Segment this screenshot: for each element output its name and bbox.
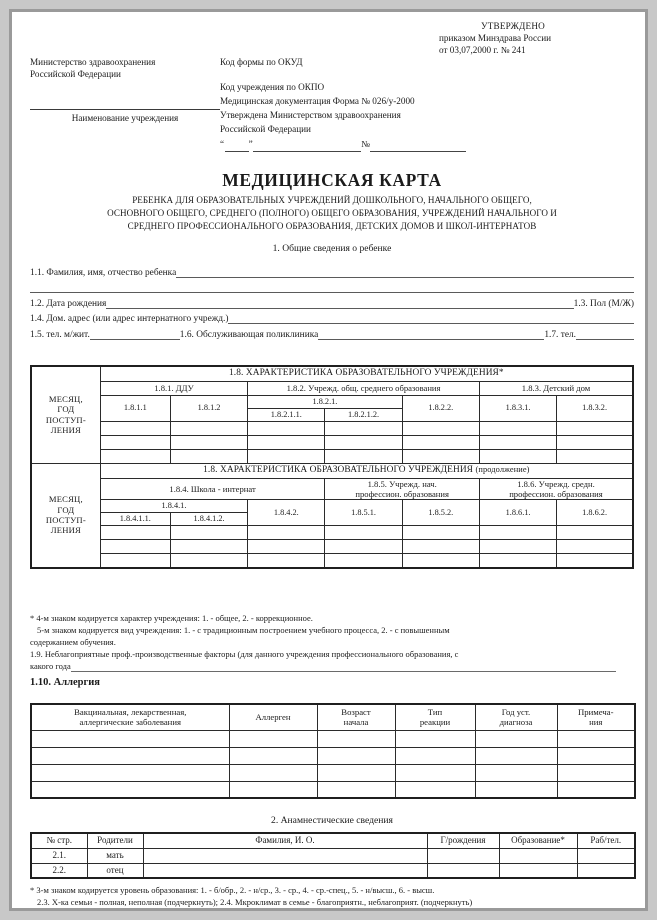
- table-cell[interactable]: [31, 747, 229, 764]
- table-cell[interactable]: [557, 449, 633, 463]
- field-input-from-year[interactable]: [71, 663, 616, 672]
- table-cell[interactable]: [229, 781, 317, 798]
- footnote-5th-sign-cont: содержанием обучения.: [30, 636, 116, 647]
- code-1-8-2-1: 1.8.2.1.: [248, 395, 403, 408]
- field-label-from-year: какого года: [30, 660, 71, 671]
- footnote-education-levels: * 3-м знаком кодируется уровень образования: 1. - б/обр., 2. - н/ср., 3. - ср., 4. - ср.-спец., 5. - н/высш., 6. - высш.: [30, 885, 435, 895]
- code-1-8-6-2: 1.8.6.2.: [557, 500, 633, 526]
- table-cell[interactable]: [317, 730, 395, 747]
- footnotes-block-2: [30, 884, 640, 909]
- day-input-line[interactable]: [225, 143, 249, 152]
- field-label-clinic: 1.6. Обслуживающая поликлиника: [179, 329, 319, 340]
- spacer: [220, 70, 520, 81]
- table-cell[interactable]: [475, 730, 557, 747]
- doc-form-label: Медицинская документация Форма № 026/у-2000: [220, 95, 415, 106]
- field-label-occupational-factors: 1.9. Неблагоприятные проф.-производственные факторы (для данного учреждения профессионального образования, с: [30, 648, 459, 659]
- month-line-2: ГОД: [57, 404, 75, 415]
- subtitle-line-3: СРЕДНЕГО ПРОФЕССИОНАЛЬНОГО ОБРАЗОВАНИЯ, ДЕТСКИХ ДОМОВ И ШКОЛ-ИНТЕРНАТОВ: [127, 221, 537, 232]
- document-page: [9, 9, 648, 911]
- table-cell[interactable]: [557, 526, 633, 540]
- table-cell[interactable]: [248, 435, 325, 449]
- allergy-col-diseases: [31, 704, 229, 730]
- okpo-label: Код учреждения по ОКПО: [220, 81, 325, 92]
- anam-row-1-parent: отец: [87, 863, 143, 878]
- allergy-col-reaction-line-2: реакции: [419, 717, 451, 728]
- table-cell[interactable]: [229, 747, 317, 764]
- field-input-address[interactable]: [228, 313, 634, 324]
- table-cell[interactable]: [317, 747, 395, 764]
- field-input-birthdate[interactable]: [106, 298, 573, 309]
- allergy-col-diseases-line-2: аллергические заболевания: [79, 717, 181, 728]
- edu-title-2-suffix: (продолжение): [475, 464, 530, 474]
- month-line-4: ЛЕНИЯ: [50, 425, 81, 436]
- okud-label: Код формы по ОКУД: [220, 57, 303, 67]
- table-cell[interactable]: [229, 730, 317, 747]
- table-cell[interactable]: [325, 449, 402, 463]
- table-cell[interactable]: [395, 764, 475, 781]
- table-cell[interactable]: [248, 540, 325, 554]
- table-cell[interactable]: [479, 421, 556, 435]
- allergy-col-notes-line-1: Примеча-: [577, 706, 614, 717]
- field-row-birthdate: [30, 293, 634, 309]
- subtitle-line-1: РЕБЕНКА ДЛЯ ОБРАЗОВАТЕЛЬНЫХ УЧРЕЖДЕНИЙ ДОШКОЛЬНОГО, НАЧАЛЬНОГО ОБЩЕГО,: [132, 195, 532, 205]
- allergy-col-diseases-line-1: Вакцинальная, лекарственная,: [74, 706, 187, 717]
- table-cell[interactable]: [248, 554, 325, 568]
- table-header-row: [31, 833, 635, 848]
- table-cell[interactable]: [557, 421, 633, 435]
- approval-title: УТВЕРЖДЕНО: [480, 21, 546, 31]
- field-input-full-name-2[interactable]: [30, 282, 634, 293]
- month-line-4: ЛЕНИЯ: [50, 525, 81, 536]
- code-1-8-4-1: 1.8.4.1.: [100, 500, 247, 513]
- field-row-occupational-year: [30, 661, 634, 673]
- field-label-birthdate: 1.2. Дата рождения: [30, 298, 107, 309]
- anam-col-row-number: № стр.: [31, 833, 87, 848]
- table-row: [31, 781, 635, 798]
- table-cell[interactable]: [557, 540, 633, 554]
- table-cell[interactable]: [402, 526, 479, 540]
- table-header-row: [31, 704, 635, 730]
- number-symbol: №: [361, 138, 370, 149]
- anam-row-1-education[interactable]: [499, 863, 577, 878]
- field-input-full-name[interactable]: [176, 267, 634, 278]
- page-title: МЕДИЦИНСКАЯ КАРТА: [222, 170, 442, 190]
- allergy-col-notes: [557, 704, 635, 730]
- table-cell[interactable]: [402, 540, 479, 554]
- allergy-col-age: [317, 704, 395, 730]
- table-cell[interactable]: [402, 435, 479, 449]
- group-1-8-2: 1.8.2. Учрежд. общ. среднего образования: [248, 381, 480, 395]
- allergy-col-reaction: [395, 704, 475, 730]
- field-label-home-phone: 1.5. тел. м/жит.: [30, 329, 90, 340]
- table-cell[interactable]: [31, 781, 229, 798]
- code-1-8-5-1: 1.8.5.1.: [325, 500, 402, 526]
- table-cell[interactable]: [31, 730, 229, 747]
- table-cell[interactable]: [229, 764, 317, 781]
- table-cell[interactable]: [402, 449, 479, 463]
- anam-row-1-work-phone[interactable]: [577, 863, 635, 878]
- table-cell[interactable]: [557, 781, 635, 798]
- field-row-full-name: [30, 262, 634, 278]
- field-input-clinic-phone[interactable]: [576, 329, 634, 340]
- group-1-8-5-line-1: 1.8.5. Учрежд. нач.: [367, 478, 437, 489]
- allergy-table: [30, 703, 634, 799]
- table-cell[interactable]: [557, 764, 635, 781]
- table-row: [31, 747, 635, 764]
- table-cell[interactable]: [479, 554, 556, 568]
- table-cell[interactable]: [248, 421, 325, 435]
- code-1-8-5-2: 1.8.5.2.: [402, 500, 479, 526]
- table-cell[interactable]: [317, 781, 395, 798]
- table-cell[interactable]: [395, 730, 475, 747]
- table-cell[interactable]: [402, 554, 479, 568]
- organization-name-caption: Наименование учреждения: [30, 109, 220, 124]
- anam-row-0-number: 2.1.: [31, 848, 87, 863]
- section-1-heading: 1. Общие сведения о ребенке: [272, 242, 392, 254]
- allergy-col-age-line-1: Возраст: [341, 706, 371, 717]
- table-row: [31, 848, 635, 863]
- anam-row-0-birthyear[interactable]: [427, 848, 499, 863]
- table-cell[interactable]: [395, 747, 475, 764]
- table-cell[interactable]: [479, 435, 556, 449]
- table-cell[interactable]: [557, 554, 633, 568]
- field-row-phones: [30, 324, 634, 340]
- anam-col-education: Образование*: [499, 833, 577, 848]
- table-cell[interactable]: [325, 421, 402, 435]
- approval-order: приказом Минздрава России: [439, 33, 552, 44]
- code-1-8-6-1: 1.8.6.1.: [479, 500, 556, 526]
- field-label-full-name: 1.1. Фамилия, имя, отчество ребенка: [30, 267, 177, 278]
- code-1-8-2-1-1: 1.8.2.1.1.: [248, 408, 325, 421]
- anam-row-1-fullname[interactable]: [143, 863, 427, 878]
- anamnesis-table: [30, 832, 634, 879]
- footnote-family-characteristics: 2.3. Х-ка семьи - полная, неполная (подчеркнуть); 2.4. Мкроклимат в семье - благоприятн., неблагоприят. (подчеркнуть): [37, 897, 473, 908]
- approval-date: от 03,07,2000 г. № 241: [439, 45, 526, 56]
- field-label-sex: 1.3. Пол (М/Ж): [573, 298, 634, 309]
- field-label-clinic-phone: 1.7. тел.: [544, 329, 576, 340]
- code-1-8-3-1: 1.8.3.1.: [479, 395, 556, 421]
- group-1-8-6-line-2: профессион. образования: [509, 488, 603, 499]
- table-cell[interactable]: [248, 449, 325, 463]
- table-row: [31, 863, 635, 878]
- group-1-8-5: [325, 478, 480, 500]
- table-cell[interactable]: [557, 435, 633, 449]
- group-1-8-4: 1.8.4. Школа - интернат: [100, 478, 325, 500]
- anam-col-work-phone: Раб/тел.: [577, 833, 635, 848]
- allergy-col-diagnosis-year-line-1: Год уст.: [501, 706, 531, 717]
- ministry-block: [30, 56, 220, 124]
- table-row: [31, 764, 635, 781]
- table-cell[interactable]: [479, 526, 556, 540]
- allergy-col-allergen-line-1: Аллерген: [255, 712, 291, 723]
- code-1-8-1-2: 1.8.1.2: [170, 395, 247, 421]
- field-input-home-phone[interactable]: [90, 329, 180, 340]
- footnotes-block-1: [30, 613, 634, 691]
- ministry-line-1: Министерство здравоохранения: [30, 57, 156, 67]
- code-1-8-2-2: 1.8.2.2.: [402, 395, 479, 421]
- table-cell[interactable]: [475, 781, 557, 798]
- group-1-8-5-line-2: профессион. образования: [355, 488, 449, 499]
- code-1-8-4-1-2: 1.8.4.1.2.: [170, 513, 247, 526]
- approval-block: [439, 20, 629, 56]
- anam-row-1-birthyear[interactable]: [427, 863, 499, 878]
- footnote-5th-sign: 5-м знаком кодируется вид учреждения: 1. - с традиционным построением учебного процесса, 2. - с повышенным: [37, 624, 450, 635]
- anam-row-1-number: 2.2.: [31, 863, 87, 878]
- edu-title-2-main: 1.8. ХАРАКТЕРИСТИКА ОБРАЗОВАТЕЛЬНОГО УЧРЕЖДЕНИЯ: [203, 464, 476, 475]
- table-cell[interactable]: [325, 540, 402, 554]
- table-cell[interactable]: [170, 435, 247, 449]
- allergy-col-diagnosis-year-line-2: диагноза: [499, 717, 533, 728]
- month-year-header-2: [31, 463, 100, 568]
- table-cell[interactable]: [100, 540, 170, 554]
- code-1-8-1-1: 1.8.1.1: [100, 395, 170, 421]
- table-cell[interactable]: [170, 449, 247, 463]
- month-input-line[interactable]: [253, 143, 361, 152]
- month-line-3: ПОСТУП-: [45, 414, 86, 425]
- subtitle-line-2: ОСНОВНОГО ОБЩЕГО, СРЕДНЕГО (ПОЛНОГО) ОБЩЕГО ОБРАЗОВАНИЯ, УЧРЕЖДЕНИЙ НАЧАЛЬНОГО И: [107, 208, 557, 219]
- allergy-col-reaction-line-1: Тип: [427, 706, 443, 717]
- page-content: [12, 12, 645, 908]
- field-row-full-name-cont: [30, 278, 634, 294]
- month-line-1: МЕСЯЦ,: [48, 494, 83, 505]
- approved-by-line-2: Российской Федерации: [220, 123, 311, 134]
- edu-table-title-2: [100, 463, 633, 478]
- document-header: [30, 56, 634, 161]
- quote-close: ”: [248, 138, 254, 149]
- table-cell[interactable]: [100, 421, 170, 435]
- field-input-clinic[interactable]: [318, 329, 544, 340]
- table-cell[interactable]: [475, 764, 557, 781]
- table-cell[interactable]: [100, 435, 170, 449]
- general-info-fields: [30, 262, 634, 340]
- allergy-col-allergen: [229, 704, 317, 730]
- group-1-8-3: 1.8.3. Детский дом: [479, 381, 633, 395]
- table-cell[interactable]: [248, 526, 325, 540]
- anam-col-parent: Родители: [87, 833, 143, 848]
- table-cell[interactable]: [170, 540, 247, 554]
- code-1-8-4-1-1: 1.8.4.1.1.: [100, 513, 170, 526]
- group-1-8-1: 1.8.1. ДДУ: [100, 381, 247, 395]
- approved-by-line-1: Утверждена Министерством здравоохранения: [220, 109, 401, 120]
- table-cell[interactable]: [479, 449, 556, 463]
- number-input-line[interactable]: [370, 143, 466, 152]
- table-cell[interactable]: [170, 554, 247, 568]
- table-cell[interactable]: [557, 730, 635, 747]
- table-cell[interactable]: [325, 526, 402, 540]
- table-cell[interactable]: [475, 747, 557, 764]
- month-line-2: ГОД: [57, 504, 75, 515]
- month-year-header-1: [31, 366, 100, 463]
- field-label-address: 1.4. Дом. адрес (или адрес интернатного учрежд.): [30, 314, 229, 324]
- table-cell[interactable]: [402, 421, 479, 435]
- anam-row-0-education[interactable]: [499, 848, 577, 863]
- table-cell[interactable]: [317, 764, 395, 781]
- anam-row-0-work-phone[interactable]: [577, 848, 635, 863]
- table-cell[interactable]: [100, 449, 170, 463]
- allergy-col-diagnosis-year: [475, 704, 557, 730]
- table-cell[interactable]: [557, 747, 635, 764]
- table-cell[interactable]: [100, 526, 170, 540]
- anam-col-birthyear: Г/рождения: [427, 833, 499, 848]
- table-cell[interactable]: [170, 526, 247, 540]
- group-1-8-6: [479, 478, 633, 500]
- table-cell[interactable]: [395, 781, 475, 798]
- table-cell[interactable]: [325, 435, 402, 449]
- education-institution-table: [30, 365, 634, 569]
- code-1-8-4-2: 1.8.4.2.: [248, 500, 325, 526]
- footnote-4th-sign: * 4-м знаком кодируется характер учреждения: 1. - общее, 2. - коррекционное.: [30, 613, 313, 623]
- table-cell[interactable]: [479, 540, 556, 554]
- anam-col-fullname: Фамилия, И. О.: [143, 833, 427, 848]
- table-cell[interactable]: [31, 764, 229, 781]
- table-row: [31, 730, 635, 747]
- month-line-1: МЕСЯЦ,: [48, 394, 83, 405]
- form-codes-block: [220, 56, 520, 152]
- title-block: [30, 170, 634, 254]
- quote-open: “: [220, 138, 225, 149]
- table-cell[interactable]: [100, 554, 170, 568]
- table-cell[interactable]: [170, 421, 247, 435]
- ministry-line-2: Российской Федерации: [30, 69, 121, 80]
- edu-table-title-1: 1.8. ХАРАКТЕРИСТИКА ОБРАЗОВАТЕЛЬНОГО УЧРЕЖДЕНИЯ*: [100, 366, 633, 381]
- table-cell[interactable]: [325, 554, 402, 568]
- month-line-3: ПОСТУП-: [45, 515, 86, 526]
- allergy-section-heading: 1.10. Аллергия: [30, 677, 100, 689]
- allergy-col-notes-line-2: ния: [589, 717, 603, 728]
- allergy-col-age-line-2: начала: [343, 717, 369, 728]
- date-number-line: [220, 138, 520, 152]
- field-row-address: [30, 309, 634, 325]
- code-1-8-3-2: 1.8.3.2.: [557, 395, 633, 421]
- code-1-8-2-1-2: 1.8.2.1.2.: [325, 408, 402, 421]
- group-1-8-6-line-1: 1.8.6. Учрежд. средн.: [517, 478, 595, 489]
- section-2-heading: 2. Анамнестические сведения: [271, 815, 393, 826]
- anam-row-0-parent: мать: [87, 848, 143, 863]
- anam-row-0-fullname[interactable]: [143, 848, 427, 863]
